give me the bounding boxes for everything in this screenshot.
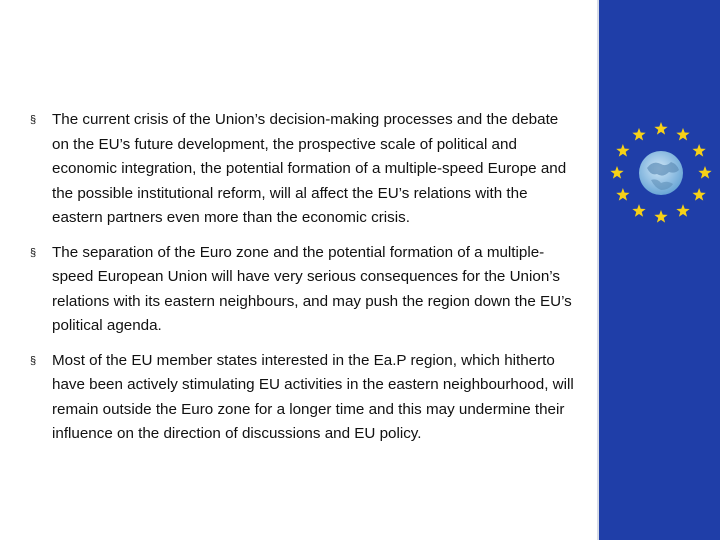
bullet-marker: § [30,114,37,126]
bullet-text: Most of the EU member states interested in the Ea.P region, which hitherto have been actively stimulating EU activities in the eastern neighbourhood, will remain outside the Euro zone for a longer time and this may undermine their influence on the direction of discussions and EU policy. [52,351,574,442]
star-icon [654,122,667,135]
star-icon [676,204,689,217]
globe-icon [639,151,683,195]
star-icon [632,204,645,217]
bullet-item [30,349,575,447]
star-icon [698,166,711,179]
eu-sidebar [597,0,720,540]
star-icon [692,188,705,201]
bullet-item [30,108,575,231]
star-icon [616,188,629,201]
bullet-text: The current crisis of the Union’s decision-making processes and the debate on the EU’s future development, the prospective scale of political and economic integration, the potential formation of a multiple-speed Europe and the possible institutional reform, will al affect the EU’s relations with the eastern partners even more than the economic crisis. [52,111,567,226]
bullet-marker: § [30,246,37,259]
bullet-marker: § [30,354,37,367]
slide-body [30,108,575,457]
bullet-text: The separation of the Euro zone and the potential formation of a multiple-speed European Union will have very serious consequences for the Union’s relations with its eastern neighbours, and may push the region down the EU’s political agenda. [52,243,572,334]
star-icon [654,210,667,223]
eu-stars-globe-emblem-icon [599,110,720,230]
star-icon [610,166,623,179]
bullet-item [30,241,575,339]
star-icon [616,144,629,157]
star-icon [692,144,705,157]
star-icon [676,128,689,141]
star-icon [632,128,645,141]
